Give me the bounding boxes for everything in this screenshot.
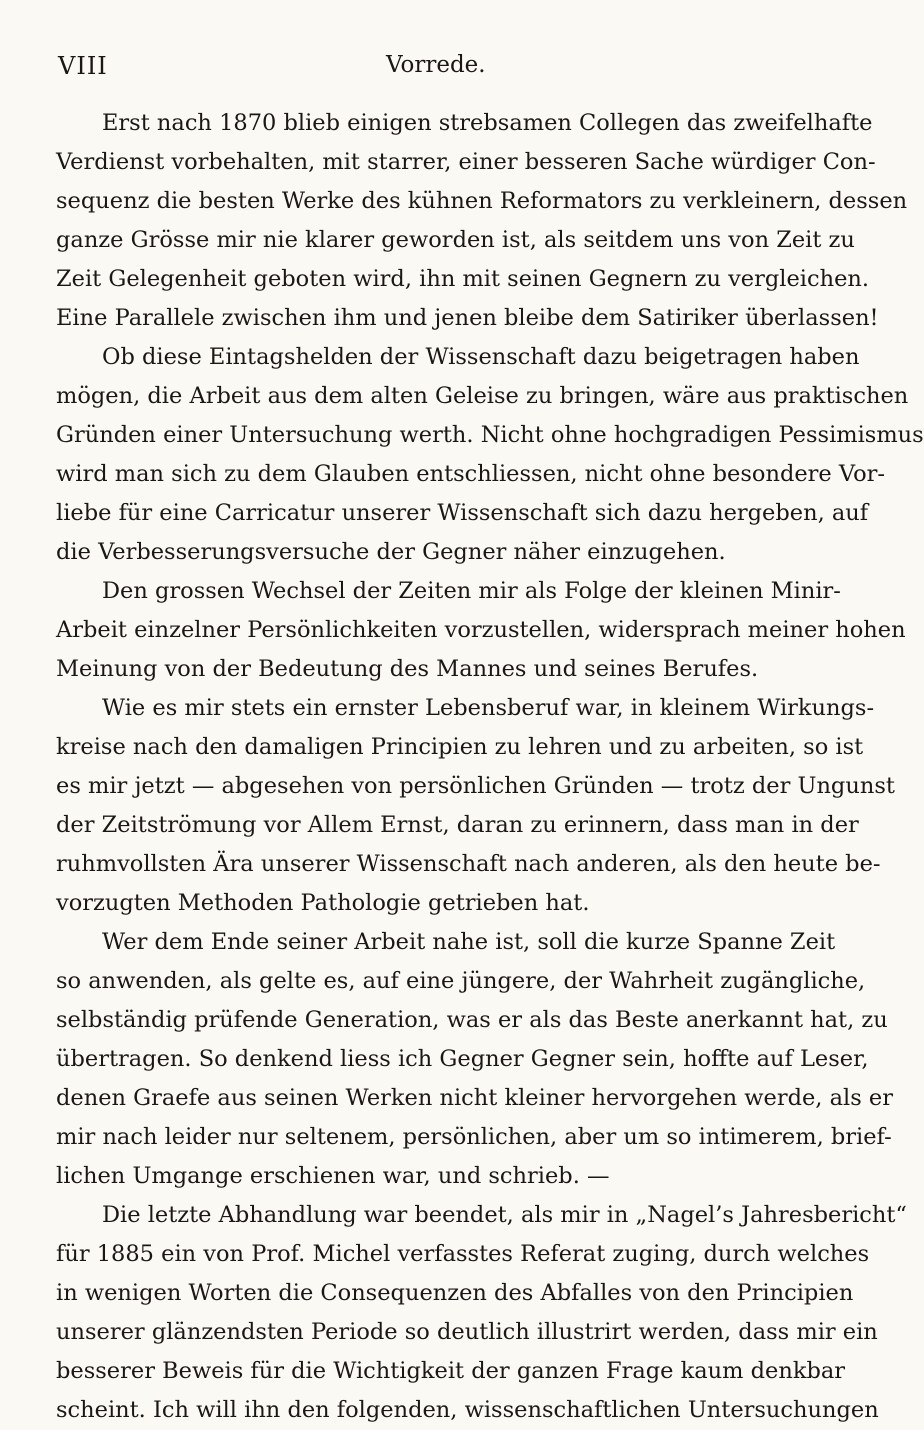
paragraph-first-line: Wie es mir stets ein ernster Lebensberuf war, in kleinem Wirkungs- (102, 695, 875, 721)
text-line: Arbeit einzelner Persönlichkeiten vorzustellen, widersprach meiner hohen (56, 617, 906, 643)
paragraph-first-line: Ob diese Eintagshelden der Wissenschaft dazu beigetragen haben (102, 344, 860, 370)
running-head: Vorrede. (386, 52, 486, 78)
paragraph-first-line: Den grossen Wechsel der Zeiten mir als Folge der kleinen Minir- (102, 578, 841, 604)
text-line: die Verbesserungsversuche der Gegner näher einzugehen. (56, 539, 726, 565)
text-line: unserer glänzendsten Periode so deutlich illustrirt werden, dass mir ein (56, 1319, 878, 1345)
text-line: besserer Beweis für die Wichtigkeit der ganzen Frage kaum denkbar (56, 1358, 846, 1384)
paragraph-first-line: Wer dem Ende seiner Arbeit nahe ist, soll die kurze Spanne Zeit (102, 929, 836, 955)
text-line: mir nach leider nur seltenem, persönlichen, aber um so intimerem, brief- (56, 1124, 892, 1150)
paragraph-first-line: Die letzte Abhandlung war beendet, als mir in „Nagel’s Jahresbericht“ (102, 1202, 907, 1228)
text-line: der Zeitströmung vor Allem Ernst, daran zu erinnern, dass man in der (56, 812, 859, 838)
text-line: übertragen. So denkend liess ich Gegner Gegner sein, hoffte auf Leser, (56, 1046, 869, 1072)
text-line: Zeit Gelegenheit geboten wird, ihn mit seinen Gegnern zu vergleichen. (56, 266, 870, 292)
text-line: mögen, die Arbeit aus dem alten Geleise zu bringen, wäre aus praktischen (56, 383, 909, 409)
body-text (56, 104, 924, 1430)
text-line: in wenigen Worten die Consequenzen des Abfalles von den Principien (56, 1280, 854, 1306)
text-line: wird man sich zu dem Glauben entschliessen, nicht ohne besondere Vor- (56, 461, 885, 487)
text-line: Verdienst vorbehalten, mit starrer, einer besseren Sache würdiger Con- (56, 149, 876, 175)
page-header (58, 52, 758, 92)
text-line: liebe für eine Carricatur unserer Wissenschaft sich dazu hergeben, auf (56, 500, 869, 526)
text-line: scheint. Ich will ihn den folgenden, wissenschaftlichen Untersuchungen (56, 1397, 879, 1423)
text-line: sequenz die besten Werke des kühnen Reformators zu verkleinern, dessen (56, 188, 908, 214)
paragraph-first-line: Erst nach 1870 blieb einigen strebsamen Collegen das zweifelhafte (102, 110, 873, 136)
text-line: Eine Parallele zwischen ihm und jenen bleibe dem Satiriker überlassen! (56, 305, 879, 331)
text-line: denen Graefe aus seinen Werken nicht kleiner hervorgehen werde, als er (56, 1085, 893, 1111)
text-line: für 1885 ein von Prof. Michel verfasstes Referat zuging, durch welches (56, 1241, 870, 1267)
text-line: kreise nach den damaligen Principien zu lehren und zu arbeiten, so ist (56, 734, 864, 760)
page-number: VIII (58, 52, 108, 80)
text-line: Gründen einer Untersuchung werth. Nicht ohne hochgradigen Pessimismus (56, 422, 924, 448)
text-line: ruhmvollsten Ära unserer Wissenschaft nach anderen, als den heute be- (56, 851, 881, 877)
text-line: es mir jetzt — abgesehen von persönlichen Gründen — trotz der Ungunst (56, 773, 895, 799)
text-line: so anwenden, als gelte es, auf eine jüngere, der Wahrheit zugängliche, (56, 968, 866, 994)
text-line: vorzugten Methoden Pathologie getrieben hat. (56, 890, 590, 916)
text-line: lichen Umgange erschienen war, und schrieb. — (56, 1163, 610, 1189)
text-line: selbständig prüfende Generation, was er als das Beste anerkannt hat, zu (56, 1007, 888, 1033)
text-line: Meinung von der Bedeutung des Mannes und seines Berufes. (56, 656, 759, 682)
text-line: ganze Grösse mir nie klarer geworden ist, als seitdem uns von Zeit zu (56, 227, 855, 253)
